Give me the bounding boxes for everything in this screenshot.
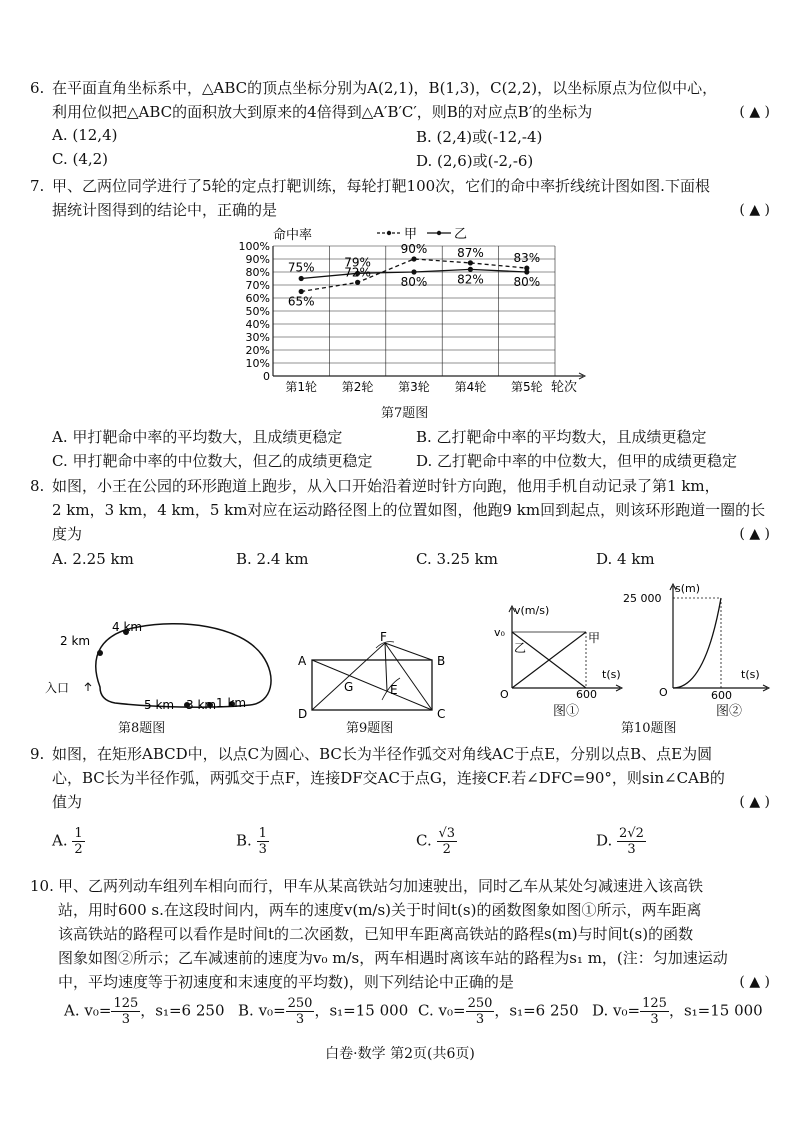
question-number: 7. (30, 177, 45, 195)
x-axis-label: 轮次 (551, 380, 578, 395)
data-label: 87% (457, 245, 484, 260)
segment-df (312, 643, 385, 710)
y-tick-label: 40% (245, 318, 270, 331)
y-tick-label: 70% (245, 279, 270, 292)
question-text-line: 如图，小王在公园的环形跑道上跑步，从入口开始沿着逆时针方向跑，他用手机自动记录了第1 km， (52, 477, 720, 495)
label-600: 600 (576, 688, 597, 701)
y-tick-label: 60% (245, 292, 270, 305)
t-axis-label: t(s) (741, 668, 760, 681)
label-jia: 甲 (588, 631, 601, 645)
question-text-line: 心，BC长为半径作弧，两弧交于点F，连接DF交AC于点G，连接CF.若∠DFC=90°，则sin∠CAB的 (52, 769, 725, 787)
figure-caption: 图② (716, 704, 743, 719)
entrance-arrow (85, 683, 91, 691)
label-3km: 3 km (186, 698, 217, 712)
parabola-curve (673, 598, 721, 688)
segment-ef (385, 643, 387, 691)
chart-legend (377, 227, 467, 242)
answer-bracket: ( ▲ ) (739, 202, 770, 218)
question-text-line: 值为 (52, 793, 83, 811)
rectangle-figure (292, 630, 462, 720)
option-a: A. v₀= $\frac{125}{3}$ ，s₁=6 250 (64, 996, 225, 1027)
label-entrance: 入口 (45, 681, 70, 695)
question-text-line: 中，平均速度等于初速度和末速度的平均数)，则下列结论中正确的是 (58, 973, 514, 991)
question-text-line: 据统计图得到的结论中，正确的是 (52, 201, 278, 219)
question-text-line: 站，用时600 s.在这段时间内，两车的速度v(m/s)关于时间t(s)的函数图象如图①所示，两车距离 (58, 901, 702, 919)
question-text-line: 图象如图②所示；乙车减速前的速度为v₀ m/s，两车相遇时离该车站的路程为s₁ m，(注：匀加速运动 (58, 949, 728, 967)
x-tick-label: 第1轮 (285, 380, 318, 394)
data-point (299, 289, 304, 294)
segment-bf (385, 643, 432, 660)
option-c: C. 甲打靶命中率的中位数大，但乙的成绩更稳定 (52, 452, 373, 470)
question-6 (30, 76, 770, 124)
y-tick-label: 100% (238, 240, 270, 253)
legend-series-1: 乙 (454, 227, 468, 242)
figure-caption: 第8题图 (118, 721, 166, 736)
page-footer: 白卷·数学 第2页(共6页) (325, 1046, 475, 1062)
chart-data-labels (288, 242, 540, 309)
label-b: B (437, 654, 446, 668)
label-2km: 2 km (60, 634, 91, 648)
question-number: 9. (30, 745, 45, 763)
t-axis-label: t(s) (602, 668, 621, 681)
data-point (468, 260, 473, 265)
option-d: D. v₀= $\frac{125}{3}$ ，s₁=15 000 (592, 996, 763, 1027)
option-d: D. 乙打靶命中率的中位数大，但甲的成绩更稳定 (416, 452, 738, 470)
label-600: 600 (711, 689, 732, 702)
option-b: B. 乙打靶命中率的平均数大，且成绩更稳定 (416, 428, 707, 446)
option-c: C. $\frac{√3}{2}$ (416, 826, 456, 857)
question-number: 10. (30, 877, 54, 895)
distance-time-graph (623, 578, 775, 702)
option-c: C. v₀= $\frac{250}{3}$ ，s₁=6 250 (418, 996, 579, 1027)
label-origin: O (500, 688, 509, 701)
question-7 (30, 174, 770, 222)
figure-caption: 第9题图 (346, 721, 394, 736)
chart-x-ticks (285, 379, 542, 394)
question-text-line: 在平面直角坐标系中，△ABC的顶点坐标分别为A(2,1)，B(1,3)，C(2,2)，以坐标原点为位似中心， (52, 79, 718, 97)
label-v0: v₀ (494, 626, 505, 639)
option-b: B. 2.4 km (236, 550, 309, 568)
question-number: 6. (30, 79, 45, 97)
option-b: B. $\frac{1}{3}$ (236, 826, 267, 857)
label-a: A (298, 654, 307, 668)
question-10 (30, 874, 770, 994)
question-text-line: 甲、乙两位同学进行了5轮的定点打靶训练，每轮打靶100次，它们的命中率折线统计图如图.下面根 (52, 177, 710, 195)
data-label: 80% (513, 275, 541, 289)
label-e: E (390, 683, 398, 697)
answer-bracket: ( ▲ ) (739, 526, 770, 542)
y-tick-label: 10% (245, 357, 270, 370)
option-c: C. 3.25 km (416, 550, 498, 568)
data-label: 83% (513, 251, 541, 266)
data-point (524, 269, 529, 274)
label-d: D (298, 707, 308, 721)
s-axis-label: s(m) (675, 582, 701, 595)
question-8 (30, 474, 770, 546)
option-c: C. (4,2) (52, 150, 109, 168)
legend-series-0: 甲 (404, 227, 418, 242)
chart-grid (273, 246, 585, 379)
option-a: A. 2.25 km (52, 550, 134, 568)
y-tick-label: 50% (245, 305, 270, 318)
option-b: B. v₀= $\frac{250}{3}$ ，s₁=15 000 (238, 996, 409, 1027)
data-point (355, 280, 360, 285)
label-1km: 1 km (216, 696, 247, 710)
y-tick-label: 90% (245, 253, 270, 266)
hit-rate-line-chart (225, 224, 595, 400)
data-label: 65% (287, 294, 315, 309)
data-label: 80% (400, 275, 428, 289)
question-text-line: 利用位似把△ABC的面积放大到原来的4倍得到△A′B′C′，则B的对应点B′的坐标为 (52, 103, 593, 121)
question-text-line: 如图，在矩形ABCD中，以点C为圆心、BC长为半径作弧交对角线AC于点E，分别以点B、点E为圆 (52, 745, 713, 763)
figure-caption: 第7题图 (381, 406, 429, 421)
label-25000: 25 000 (623, 592, 662, 605)
question-text-line: 该高铁站的路程可以看作是时间t的二次函数，已知甲车距离高铁站的路程s(m)与时间t(s)的函数 (58, 925, 694, 943)
option-a: A. $\frac{1}{2}$ (52, 826, 83, 857)
label-yi: 乙 (514, 641, 527, 655)
option-b: B. (2,4)或(-12,-4) (416, 128, 543, 146)
label-g: G (344, 680, 354, 694)
x-tick-label: 第5轮 (510, 380, 543, 394)
data-point (299, 276, 304, 281)
option-d: D. (2,6)或(-2,-6) (416, 152, 534, 170)
answer-bracket: ( ▲ ) (739, 794, 770, 810)
track-path (96, 624, 271, 707)
data-label: 82% (457, 272, 484, 287)
chart-y-ticks (239, 240, 270, 383)
data-point (468, 267, 473, 272)
label-4km: 4 km (112, 620, 143, 634)
question-text-line: 度为 (52, 525, 83, 543)
question-text-line: 甲、乙两列动车组列车相向而行，甲车从某高铁站匀加速驶出，同时乙车从某处匀减速进入该高铁 (58, 877, 704, 895)
x-tick-label: 第4轮 (454, 380, 487, 394)
answer-bracket: ( ▲ ) (739, 974, 770, 990)
data-point (411, 269, 416, 274)
data-label: 75% (287, 260, 315, 275)
figure-caption: 第10题图 (621, 721, 677, 736)
y-tick-label: 80% (245, 266, 270, 279)
label-c: C (437, 707, 446, 721)
y-tick-label: 20% (245, 344, 270, 357)
track-figure (40, 615, 280, 715)
label-5km: 5 km (144, 698, 175, 712)
label-origin: O (659, 686, 668, 699)
question-text-line: 2 km，3 km，4 km，5 km对应在运动路径图上的位置如图，他跑9 km回到起点，则该环形跑道一圈的长 (52, 501, 766, 519)
y-axis-label: 命中率 (273, 228, 313, 243)
answer-bracket: ( ▲ ) (739, 104, 770, 120)
question-number: 8. (30, 477, 45, 495)
option-d: D. $\frac{2√2}{3}$ (596, 826, 644, 857)
x-tick-label: 第3轮 (398, 380, 430, 394)
option-a: A. (12,4) (52, 126, 118, 144)
figure-caption: 图① (553, 704, 580, 719)
data-point (411, 256, 416, 261)
y-tick-label: 0 (263, 370, 270, 383)
point-2km (97, 650, 103, 656)
x-tick-label: 第2轮 (341, 380, 374, 394)
data-label: 90% (400, 242, 428, 256)
velocity-time-graph (490, 600, 630, 700)
data-label: 79% (344, 255, 371, 270)
v-axis-label: v(m/s) (514, 604, 550, 617)
label-f: F (380, 630, 387, 644)
option-a: A. 甲打靶命中率的平均数大，且成绩更稳定 (52, 428, 343, 446)
y-tick-label: 30% (245, 331, 270, 344)
question-9 (30, 742, 770, 814)
data-label: 72% (344, 265, 371, 280)
option-d: D. 4 km (596, 550, 655, 568)
